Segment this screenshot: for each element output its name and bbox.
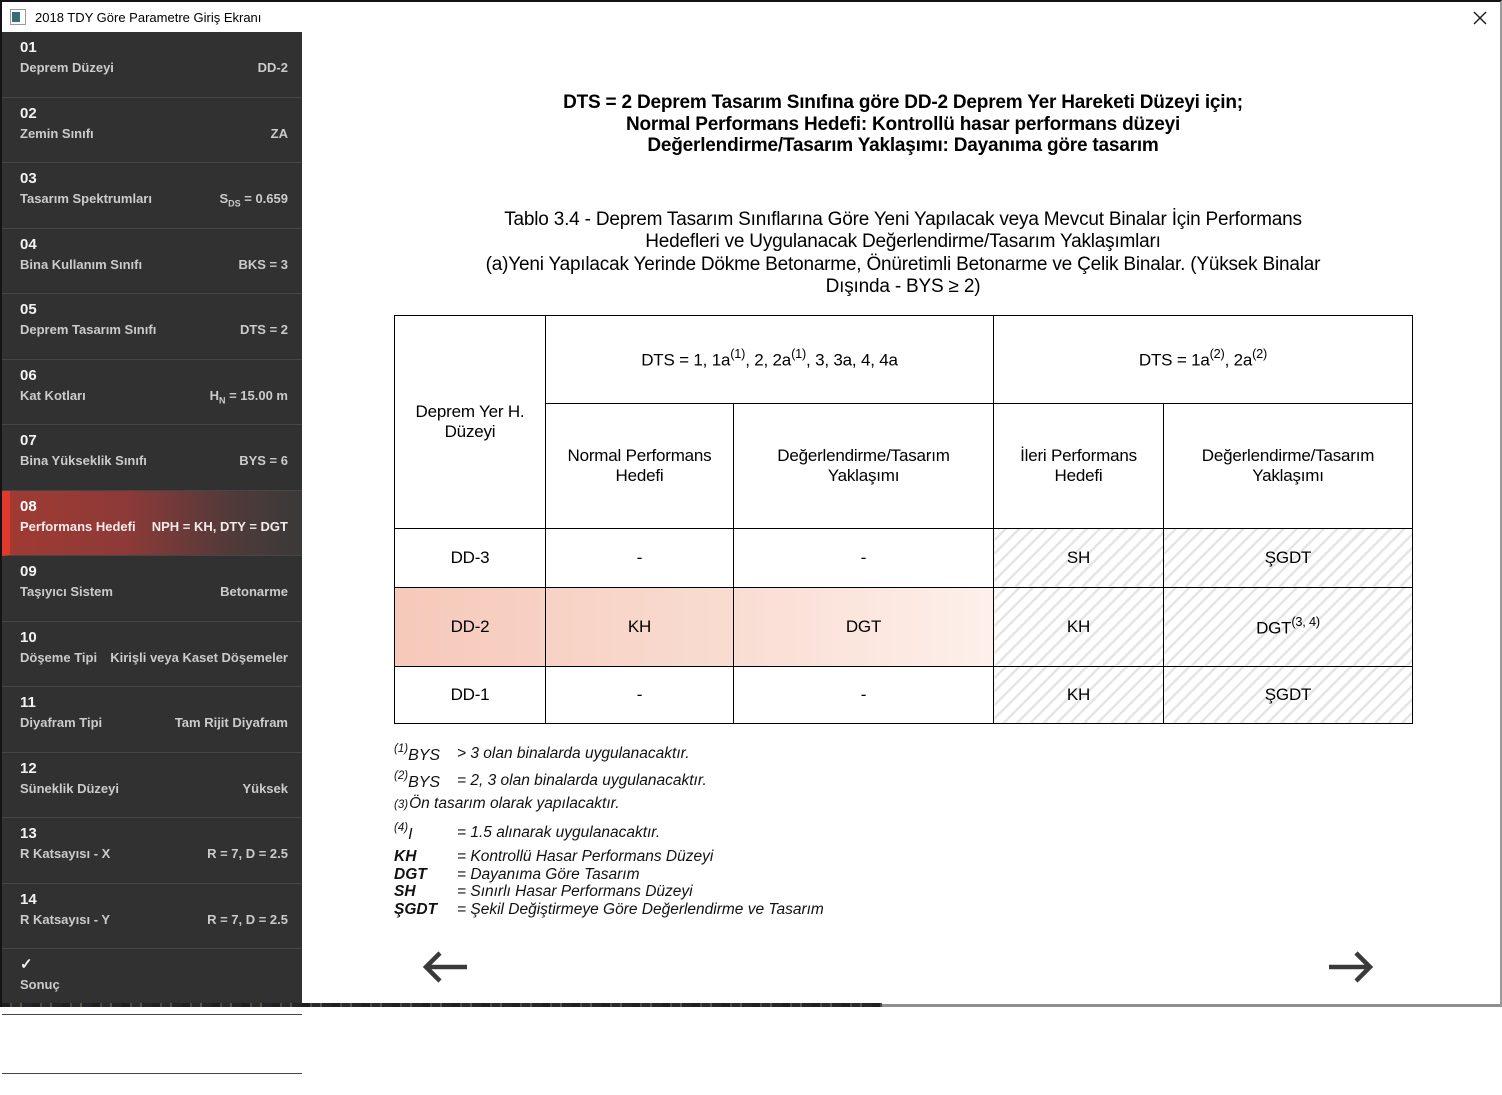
cell-level: DD-1 <box>395 666 546 723</box>
sidebar-item-09[interactable] <box>2 556 302 622</box>
table-sub-header-1: Normal Performans Hedefi <box>546 403 734 528</box>
table-row-dd-2 <box>395 587 1413 666</box>
table-sub-header-2: Değerlendirme/Tasarım Yaklaşımı <box>734 403 994 528</box>
window-bottom-border <box>882 1003 1500 1007</box>
sidebar-item-number: 05 <box>20 301 37 318</box>
sidebar-item-value: R = 7, D = 2.5 <box>207 846 288 861</box>
cell-ileri-hedef-hatched: SH <box>994 528 1164 587</box>
sidebar-item-value: NPH = KH, DTY = DGT <box>151 518 288 534</box>
cell-normal-hedef: - <box>546 528 734 587</box>
abbreviation-sh: SH = Sınırlı Hasar Performans Düzeyi <box>394 883 693 901</box>
footnote-1: $^{(1)}$BYS > 3 olan binalarda uygulanacaktır. <box>394 742 690 764</box>
sidebar-item-value: $S_{DS} = 0.659$ <box>219 191 288 209</box>
check-icon: ✓ <box>20 956 33 973</box>
cell-normal-hedef: KH <box>546 587 734 666</box>
sidebar-item-label: Taşıyıcı Sistem <box>20 584 113 599</box>
sidebar-item-03[interactable] <box>2 163 302 229</box>
sidebar-item-label: Sonuç <box>20 977 60 992</box>
abbreviation-şgdt: ŞGDT = Şekil Değiştirmeye Göre Değerlendirme ve Tasarım <box>394 900 824 918</box>
sidebar-empty-row <box>2 1074 302 1095</box>
cell-yaklasim: DGT <box>734 587 994 666</box>
footnote-lines <box>394 738 1498 845</box>
cell-yaklasim: - <box>734 528 994 587</box>
footnote-4: $^{(4)}$I = 1.5 alınarak uygulanacaktır. <box>394 822 661 844</box>
sidebar-item-number: 04 <box>20 235 37 253</box>
footnotes <box>394 738 1498 919</box>
sidebar-item-number: 11 <box>20 694 36 711</box>
sidebar-item-label: Performans Hedefi <box>20 518 136 534</box>
sidebar-item-value: BYS = 6 <box>239 453 288 468</box>
sidebar <box>2 32 302 1003</box>
sidebar-item-04[interactable] <box>2 229 302 295</box>
back-arrow-icon[interactable] <box>420 947 470 987</box>
table-corner-header: Deprem Yer H. Düzeyi <box>395 315 546 528</box>
sidebar-item-value: Yüksek <box>242 780 288 796</box>
sidebar-item-label: Bina Kullanım Sınıfı <box>20 256 143 272</box>
sidebar-item-06[interactable] <box>2 360 302 426</box>
summary-text <box>394 92 1412 157</box>
sidebar-item-value: Betonarme <box>220 584 288 599</box>
table-title-line: Hedefleri ve Uygulanacak Değerlendirme/Tasarım Yaklaşımları <box>645 231 1161 252</box>
sidebar-item-value: Tam Rijit Diyafram <box>174 715 288 730</box>
table-group-header-2: DTS = $1a^{(2)}$, $2a^{(2)}$ <box>994 315 1413 403</box>
table-row-dd-3 <box>395 528 1413 587</box>
table-group-header-1: DTS = 1, $1a^{(1)}$, 2, $2a^{(1)}$, 3, 3a, 4, 4a <box>546 315 994 403</box>
table-sub-header-3: İleri Performans Hedefi <box>994 403 1164 528</box>
table-title <box>394 209 1412 299</box>
cell-ileri-yaklasim-hatched: ŞGDT <box>1164 666 1413 723</box>
cell-ileri-yaklasim-hatched: DGT$^{(3, 4)}$ <box>1164 587 1413 666</box>
sidebar-item-value: DD-2 <box>257 60 288 75</box>
sidebar-item-label: Kat Kotları <box>20 387 86 403</box>
main-content <box>302 32 1498 1003</box>
sidebar-item-value: DTS = 2 <box>239 322 288 337</box>
cell-level: DD-2 <box>395 587 546 666</box>
sidebar-item-number: 14 <box>20 890 37 908</box>
sidebar-item-value: $H_N = 15.00$ m <box>209 387 288 406</box>
cell-normal-hedef: - <box>546 666 734 723</box>
sidebar-item-number: 08 <box>20 497 37 515</box>
sidebar-item-number: 12 <box>20 759 37 777</box>
sidebar-item-value: R = 7, D = 2.5 <box>207 911 288 927</box>
table-head <box>395 315 1413 528</box>
sidebar-item-label: Süneklik Düzeyi <box>20 780 119 796</box>
sidebar-item-value: BKS = 3 <box>238 256 288 272</box>
sidebar-item-07[interactable] <box>2 425 302 491</box>
table-title-line: Dışında - BYS ≥ 2) <box>825 276 981 297</box>
sidebar-item-label: R Katsayısı - Y <box>20 911 111 927</box>
sidebar-item-label: Zemin Sınıfı <box>20 125 94 141</box>
close-button[interactable] <box>1469 7 1491 29</box>
sidebar-empty-row <box>2 1015 302 1075</box>
footnote-3: (3) Ön tasarım olarak yapılacaktır. <box>394 795 620 813</box>
sidebar-item-value: Kirişli veya Kaset Döşemeler <box>110 649 288 665</box>
table-title-line: (a)Yeni Yapılacak Yerinde Dökme Betonarme, Önüretimli Betonarme ve Çelik Binalar. (Yüksek Binalar <box>485 253 1321 275</box>
abbreviation-lines <box>394 848 1498 918</box>
sidebar-item-14[interactable] <box>2 884 302 950</box>
sidebar-item-10[interactable] <box>2 622 302 688</box>
sidebar-item-label: R Katsayısı - X <box>20 846 111 861</box>
window-title: 2018 TDY Göre Parametre Giriş Ekranı <box>35 9 262 25</box>
sidebar-item-label: Deprem Tasarım Sınıfı <box>20 322 157 337</box>
table-body <box>395 528 1413 723</box>
summary-line: DTS = 2 Deprem Tasarım Sınıfına göre DD-2 Deprem Yer Hareketi Düzeyi için; <box>563 92 1243 113</box>
sidebar-item-05[interactable] <box>2 294 302 360</box>
abbreviation-kh: KH = Kontrollü Hasar Performans Düzeyi <box>394 848 714 866</box>
sidebar-item-label: Döşeme Tipi <box>20 649 98 665</box>
sidebar-item-number: 09 <box>20 563 37 580</box>
next-arrow-icon[interactable] <box>1326 947 1376 987</box>
sidebar-item-11[interactable] <box>2 687 302 753</box>
table-row-dd-1 <box>395 666 1413 723</box>
sidebar-item-label: Diyafram Tipi <box>20 715 103 730</box>
sidebar-item-number: 07 <box>20 432 37 449</box>
sidebar-item-number: 02 <box>20 104 37 122</box>
close-icon <box>1473 11 1487 25</box>
sidebar-items <box>2 32 302 1095</box>
app-icon <box>10 9 26 25</box>
performance-table <box>394 315 1413 724</box>
sidebar-item-01[interactable] <box>2 32 302 98</box>
cell-ileri-hedef-hatched: KH <box>994 587 1164 666</box>
sidebar-item-13[interactable] <box>2 818 302 884</box>
table-sub-header-4: Değerlendirme/Tasarım Yaklaşımı <box>1164 403 1413 528</box>
cell-yaklasim: - <box>734 666 994 723</box>
abbreviation-dgt: DGT = Dayanıma Göre Tasarım <box>394 865 640 883</box>
sidebar-item-number: 01 <box>20 39 37 56</box>
sidebar-item-number: 03 <box>20 170 37 187</box>
sidebar-item-value: ZA <box>270 125 288 141</box>
title-bar <box>2 2 1500 32</box>
sidebar-item-12[interactable] <box>2 753 302 819</box>
sidebar-item-label: Bina Yükseklik Sınıfı <box>20 453 147 468</box>
cell-ileri-hedef-hatched: KH <box>994 666 1164 723</box>
table-title-line: Tablo 3.4 - Deprem Tasarım Sınıflarına Göre Yeni Yapılacak veya Mevcut Binalar İçin Performans <box>504 208 1302 230</box>
sidebar-item-08[interactable] <box>2 491 302 557</box>
footnote-2: $^{(2)}$BYS = 2, 3 olan binalarda uygulanacaktır. <box>394 769 707 792</box>
sidebar-item-02[interactable] <box>2 98 302 164</box>
sidebar-item-number: 13 <box>20 825 37 842</box>
taskbar-peek-strip <box>2 1003 882 1007</box>
window-bottom-edge <box>2 1003 1500 1007</box>
sidebar-item-label: Tasarım Spektrumları <box>20 191 152 206</box>
summary-line: Değerlendirme/Tasarım Yaklaşımı: Dayanıma göre tasarım <box>647 135 1159 156</box>
summary-line: Normal Performans Hedefi: Kontrollü hasar performans düzeyi <box>625 113 1181 135</box>
sidebar-item-number: 06 <box>20 366 37 384</box>
cell-level: DD-3 <box>395 528 546 587</box>
sidebar-item-label: Deprem Düzeyi <box>20 60 114 75</box>
sidebar-item-number: 10 <box>20 628 37 646</box>
cell-ileri-yaklasim-hatched: ŞGDT <box>1164 528 1413 587</box>
